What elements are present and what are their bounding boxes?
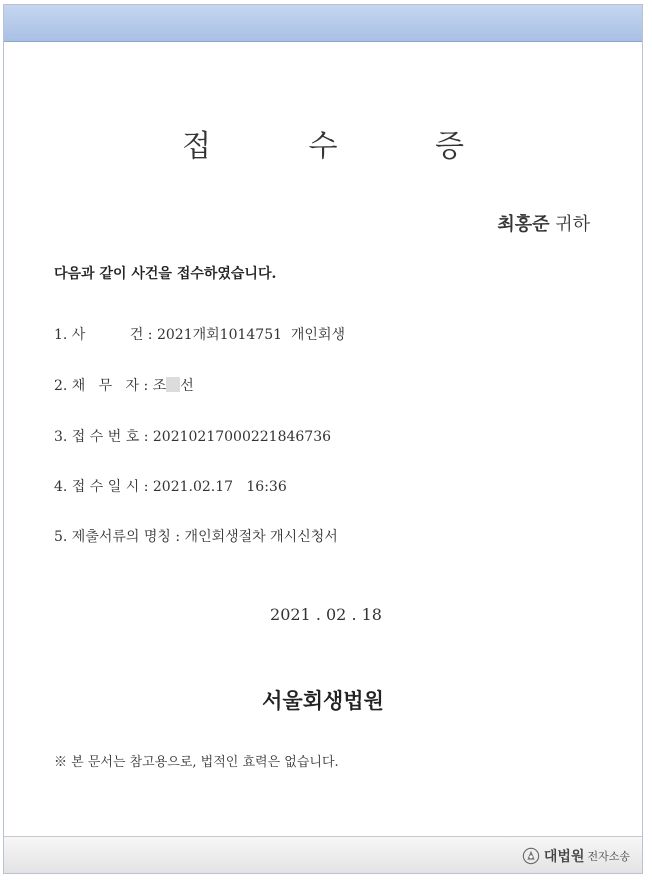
footer-band [4,836,642,873]
submitted-document-value: 개인회생절차 개시신청서 [184,529,338,545]
recipient-name: 최홍준 [497,214,550,235]
receipt-number-item [54,426,331,446]
debtor-label: 2. 채 무 자 : [54,378,153,394]
legal-notice: ※ 본 문서는 참고용으로, 법적인 효력은 없습니다. [54,755,339,770]
debtor-item [54,375,194,395]
case-label: 1. 사 건 : [54,327,157,343]
document-frame [3,4,643,874]
submitted-document-item [54,526,338,546]
recipient-suffix: 귀하 [555,214,590,235]
debtor-value-suffix: 선 [180,378,194,394]
receipt-number-label: 3. 접 수 번 호 : [54,429,153,445]
issue-date: 2021 . 02 . 18 [270,605,382,624]
court-name: 서울회생법원 [262,688,384,713]
receipt-number-value: 20210217000221846736 [152,429,332,445]
recipient [497,210,590,236]
receipt-datetime-value: 2021.02.17 16:36 [152,479,287,495]
receipt-datetime-item [54,476,287,496]
debtor-value-prefix: 조 [152,378,167,394]
redaction-box [166,377,180,392]
receipt-datetime-label: 4. 접 수 일 시 : [54,479,153,495]
brand-name: 대법원 [543,849,585,865]
court-brand [522,846,630,866]
case-item [54,324,345,344]
case-value: 2021개회1014751 개인회생 [156,327,346,343]
submitted-document-label: 5. 제출서류의 명칭 : [54,529,185,545]
court-emblem-icon [522,847,540,865]
intro-text: 다음과 같이 사건을 접수하였습니다. [54,266,277,282]
header-band [4,5,642,42]
document-title: 접 수 증 [181,129,508,164]
brand-sub: 전자소송 [587,850,630,863]
